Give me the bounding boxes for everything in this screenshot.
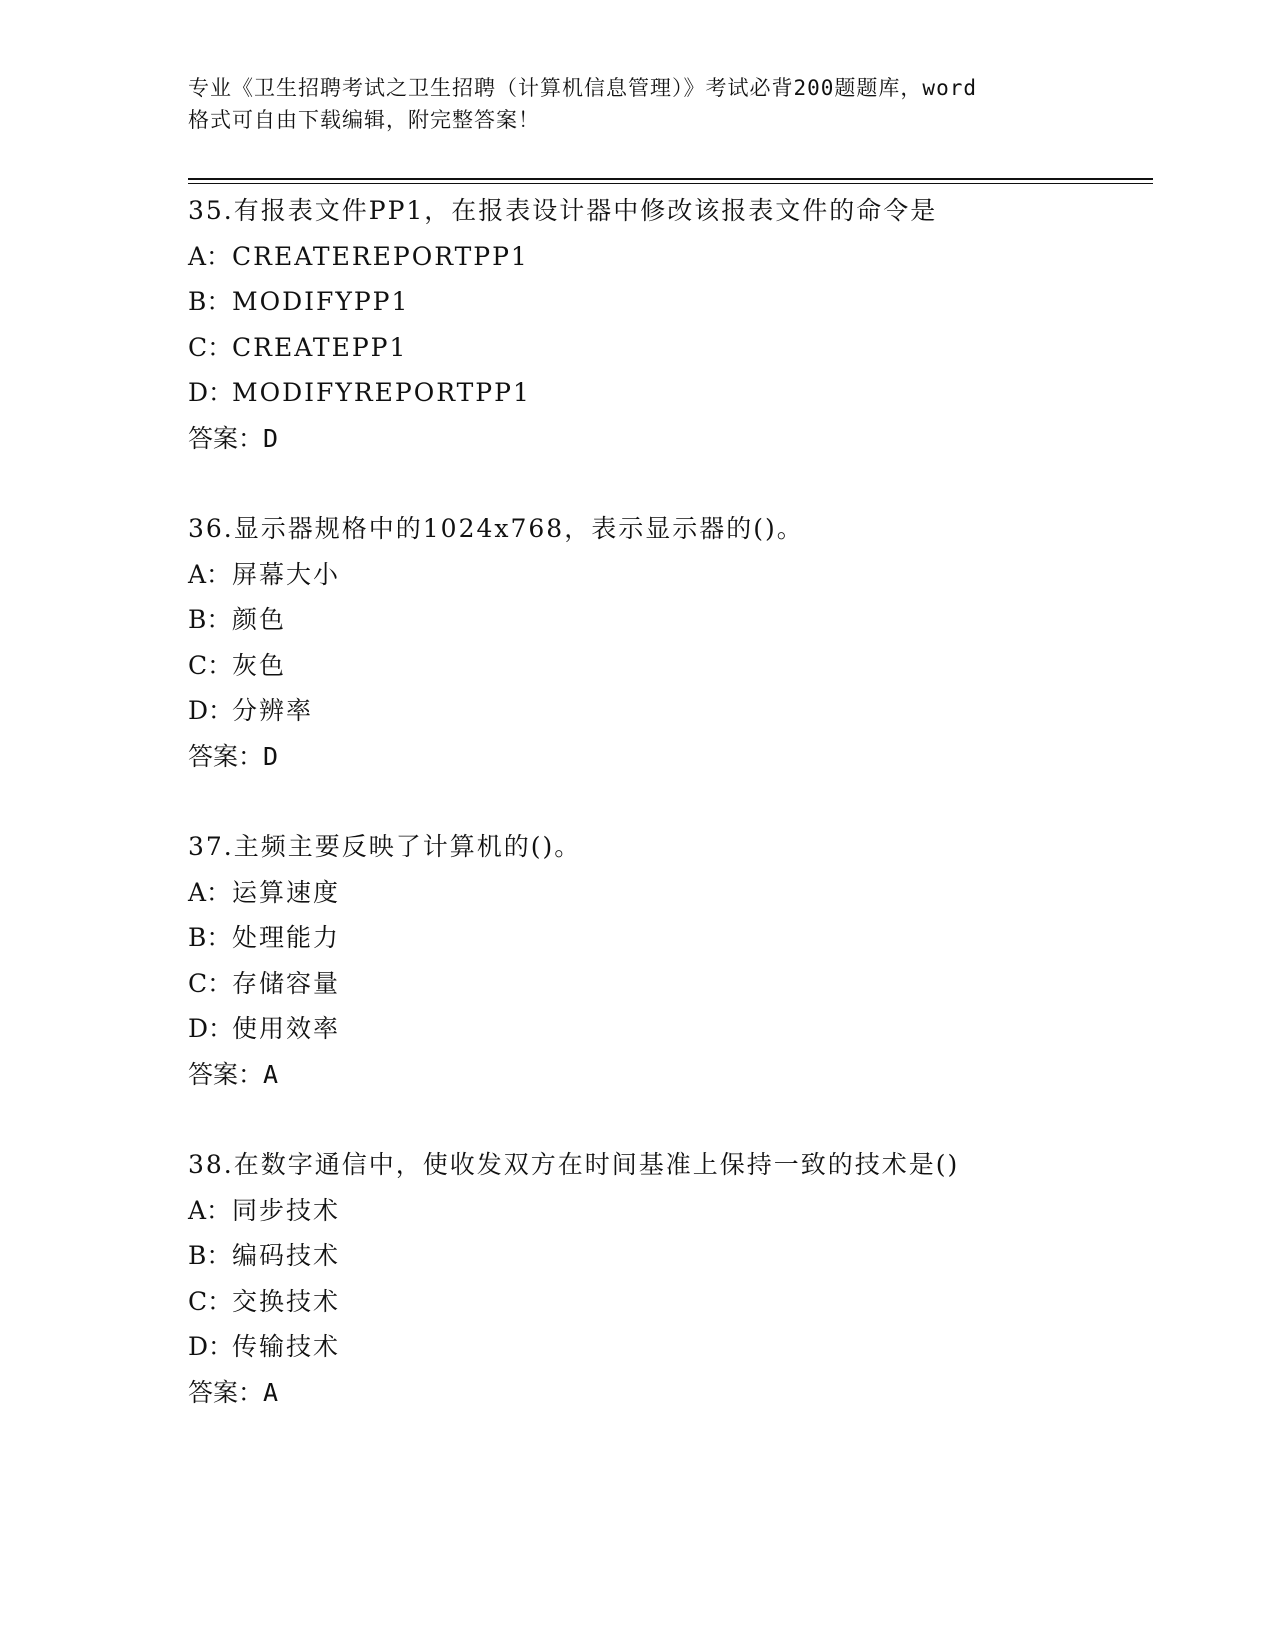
option-c [188, 643, 1153, 689]
option-a [188, 552, 1153, 598]
option-text: 运算速度 [232, 877, 341, 907]
question-38 [188, 1142, 1153, 1460]
option-b [188, 915, 1153, 961]
option-label: C： [188, 650, 233, 680]
option-label: C： [188, 968, 233, 998]
option-label: D： [188, 696, 234, 725]
option-a [188, 870, 1153, 916]
option-text: 使用效率 [232, 1014, 341, 1043]
option-d [188, 370, 1153, 416]
option-label: D： [188, 378, 234, 407]
option-c [188, 325, 1153, 371]
option-label: D： [188, 1014, 234, 1043]
question-stem: 37.主频主要反映了计算机的()。 [188, 832, 582, 861]
option-text: 编码技术 [232, 1241, 341, 1270]
option-text: CREATEREPORTPP1 [232, 241, 529, 271]
answer-line: 答案：D [188, 423, 279, 453]
option-a [188, 234, 1153, 280]
option-b [188, 1233, 1153, 1279]
question-list [188, 188, 1153, 1460]
option-label: A： [188, 241, 232, 271]
option-text: MODIFYPP1 [232, 287, 410, 316]
option-label: B： [188, 287, 232, 316]
header-divider [188, 178, 1153, 184]
option-text: 传输技术 [232, 1332, 341, 1361]
option-text: 交换技术 [232, 1286, 341, 1316]
answer-line: 答案：A [188, 1059, 279, 1089]
option-text: 同步技术 [232, 1195, 341, 1225]
option-text: CREATEPP1 [232, 332, 408, 362]
option-text: 存储容量 [232, 968, 341, 998]
option-label: B： [188, 605, 232, 634]
option-label: B： [188, 923, 232, 952]
option-text: 颜色 [232, 605, 287, 634]
option-text: 分辨率 [232, 696, 314, 725]
question-35 [188, 188, 1153, 506]
option-label: A： [188, 877, 232, 907]
option-a [188, 1188, 1153, 1234]
answer-line: 答案：A [188, 1377, 279, 1407]
option-text: 屏幕大小 [232, 559, 341, 589]
option-label: A： [188, 1195, 232, 1225]
option-label: C： [188, 1286, 233, 1316]
question-stem: 38.在数字通信中，使收发双方在时间基准上保持一致的技术是() [188, 1150, 960, 1179]
option-text: 灰色 [232, 650, 287, 680]
option-label: D： [188, 1332, 234, 1361]
answer-line: 答案：D [188, 741, 279, 771]
option-label: A： [188, 559, 232, 589]
question-36 [188, 506, 1153, 824]
option-label: C： [188, 332, 233, 362]
question-stem: 35.有报表文件PP1，在报表设计器中修改该报表文件的命令是 [188, 196, 938, 225]
option-text: MODIFYREPORTPP1 [232, 378, 531, 407]
option-d [188, 688, 1153, 734]
header-line-1: 专业《卫生招聘考试之卫生招聘（计算机信息管理）》考试必背200题题库，word [188, 76, 977, 100]
option-d [188, 1006, 1153, 1052]
question-stem: 36.显示器规格中的1024x768，表示显示器的()。 [188, 514, 804, 543]
option-b [188, 279, 1153, 325]
option-c [188, 961, 1153, 1007]
option-d [188, 1324, 1153, 1370]
document-header [188, 72, 1088, 136]
question-37 [188, 824, 1153, 1142]
header-line-2: 格式可自由下载编辑，附完整答案！ [188, 108, 540, 132]
option-c [188, 1279, 1153, 1325]
option-text: 处理能力 [232, 923, 341, 952]
option-b [188, 597, 1153, 643]
option-label: B： [188, 1241, 232, 1270]
